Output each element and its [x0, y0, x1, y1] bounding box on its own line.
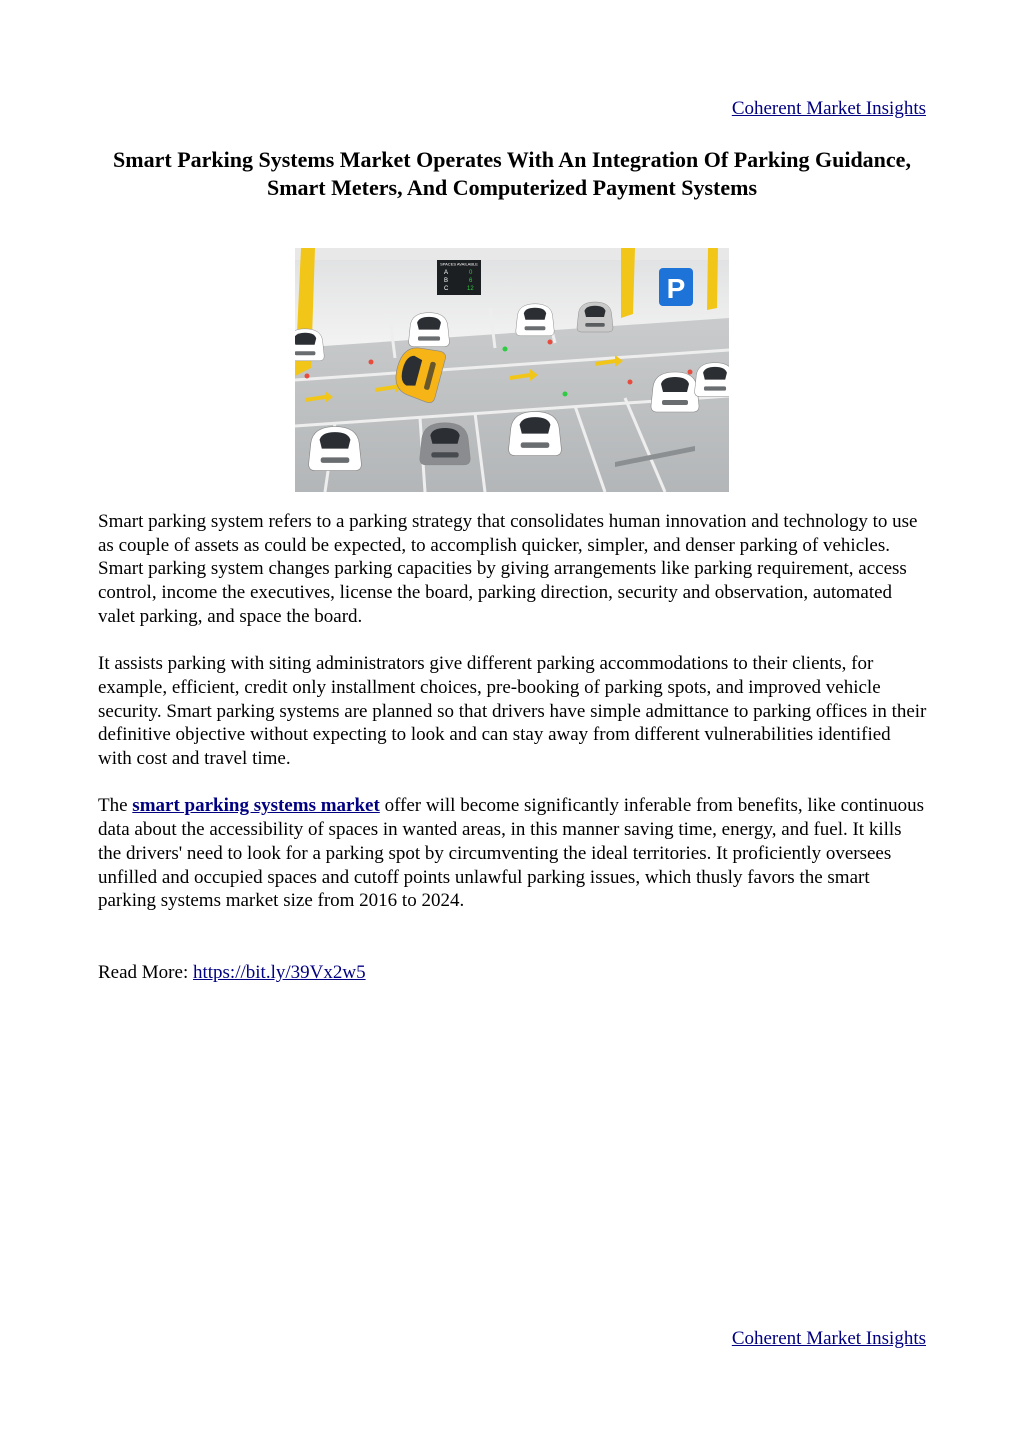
svg-text:0: 0: [469, 270, 473, 276]
svg-text:6: 6: [469, 278, 473, 284]
article-body: [98, 510, 928, 1008]
paragraph-2: It assists parking with siting administrators give different parking accommodations to their clients, for example, efficient, credit only installment choices, pre-booking of parking spots, and improved vehicle security. Smart parking systems are planned so that drivers have simple admittance to parking offices in their definitive objective without expecting to look and can stay away from different vulnerabilities identified with cost and travel time.: [98, 653, 927, 770]
svg-text:A: A: [444, 270, 449, 276]
smart-parking-market-link[interactable]: smart parking systems market: [132, 795, 380, 817]
read-more: [98, 961, 928, 985]
svg-text:B: B: [444, 278, 449, 284]
paragraph-1: Smart parking system refers to a parking strategy that consolidates human innovation and technology to use as couple of assets as could be expected, to accomplish quicker, simpler, and denser parking of vehicles. Smart parking system changes parking capacities by giving arrangements like parking requirement, access control, income the executives, license the board, parking direction, security and observation, automated valet parking, and space the board.: [98, 511, 918, 627]
read-more-label: Read More:: [98, 961, 193, 983]
parking-sign-letter: P: [666, 273, 686, 304]
svg-text:12: 12: [467, 286, 474, 292]
paragraph-3-start: The: [98, 795, 133, 817]
header-brand-link[interactable]: Coherent Market Insights: [731, 98, 926, 119]
page-title: Smart Parking Systems Market Operates With An Integration Of Parking Guidance, Smart Meters, And Computerized Payment Systems: [113, 147, 911, 200]
svg-text:C: C: [444, 286, 449, 292]
paragraph-3: [98, 794, 928, 913]
parking-illustration: [295, 248, 729, 492]
availability-sign-title: SPACES AVAILABLE: [440, 261, 478, 267]
paragraph-3-end: offer will become significantly inferable from benefits, like continuous data about the accessibility of spaces in wanted areas, in this manner saving time, energy, and fuel. It kills the drivers' need to look for a parking spot by circumventing the ideal territories. It proficiently oversees unfilled and occupied spaces and cutoff points unlawful parking issues, which thusly favors the smart parking systems market size from 2016 to 2024.: [98, 795, 924, 912]
footer-brand-link[interactable]: Coherent Market Insights: [731, 1328, 926, 1349]
read-more-link[interactable]: https://bit.ly/39Vx2w5: [192, 961, 366, 983]
